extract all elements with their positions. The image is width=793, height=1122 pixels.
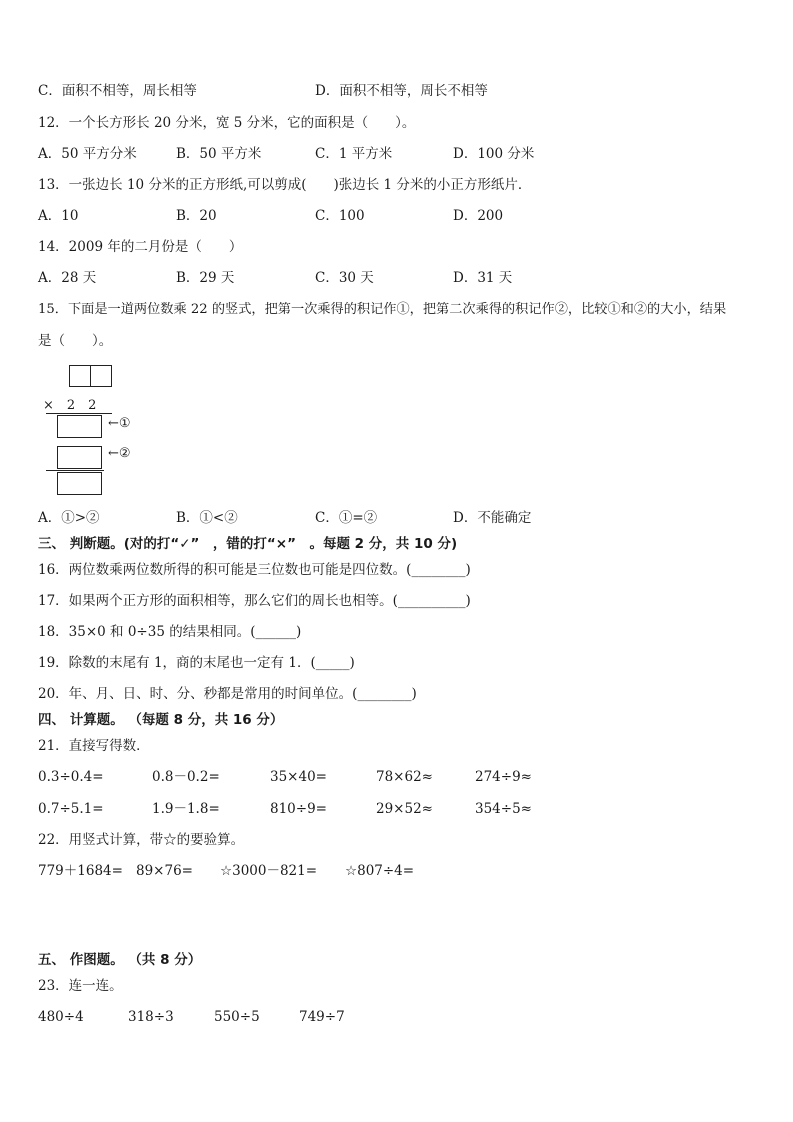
partial-product-2-box [57,446,102,469]
option-d: D．面积不相等，周长不相等 [315,83,488,99]
calc-item: 274÷9≈ [475,769,532,785]
calc-item: ☆3000－821= [220,863,318,879]
arrow-label-1: ←① [108,416,131,431]
calc-item: 354÷5≈ [475,801,532,817]
match-item: 318÷3 [128,1009,174,1025]
option-b: B．①<② [176,510,238,526]
question-12: 12．一个长方形长 20 分米，宽 5 分米，它的面积是（ ）。 [38,115,416,131]
question-17: 17．如果两个正方形的面积相等，那么它们的周长也相等。(__________) [38,593,471,609]
option-d: D．31 天 [453,270,513,286]
calc-item: 35×40= [270,769,327,785]
question-18: 18．35×0 和 0÷35 的结果相同。(______) [38,624,302,640]
calc-item: 779＋1684= [38,863,123,879]
digit-box [90,365,112,387]
option-a: A．①>② [38,510,100,526]
option-c: C．面积不相等，周长相等 [38,83,197,99]
match-item: 749÷7 [299,1009,345,1025]
question-15: 15．下面是一道两位数乘 22 的竖式，把第一次乘得的积记作①，把第二次乘得的积记作②，比较①和②的大小，结果 [38,302,727,317]
calc-item: 0.3÷0.4= [38,769,104,785]
question-21: 21．直接写得数． [38,738,150,754]
final-product-box [57,472,102,495]
product-line [46,413,112,414]
digit-box [69,365,91,387]
question-23: 23．连一连。 [38,978,123,994]
option-b: B．29 天 [176,270,235,286]
section-3-title: 三、 判断题。(对的打“✓” ，错的打“×” 。每题 2 分，共 10 分) [38,536,458,552]
section-5-title: 五、 作图题。 （共 8 分） [38,952,202,968]
question-13: 13．一张边长 10 分米的正方形纸,可以剪成( )张边长 1 分米的小正方形纸片． [38,177,532,193]
calc-item: 0.8－0.2= [152,769,220,785]
option-c: C．1 平方米 [315,146,393,162]
option-a: A．28 天 [38,270,97,286]
option-d: D．100 分米 [453,146,535,162]
match-item: 550÷5 [214,1009,260,1025]
question-16: 16．两位数乘两位数所得的积可能是三位数也可能是四位数。(________) [38,562,471,578]
option-b: B．20 [176,208,217,224]
partial-product-1-box [57,415,102,438]
calc-item: 78×62≈ [376,769,433,785]
option-c: C．100 [315,208,365,224]
option-d: D．不能确定 [453,510,532,526]
option-d: D．200 [453,208,504,224]
sum-line [46,470,104,471]
option-c: C．30 天 [315,270,374,286]
match-item: 480÷4 [38,1009,84,1025]
option-a: A．10 [38,208,79,224]
option-a: A．50 平方分米 [38,146,137,162]
calc-item: 29×52≈ [376,801,433,817]
calc-item: ☆807÷4= [345,863,415,879]
option-b: B．50 平方米 [176,146,262,162]
calc-item: 810÷9= [270,801,327,817]
question-20: 20．年、月、日、时、分、秒都是常用的时间单位。(________) [38,686,417,702]
section-4-title: 四、 计算题。 （每题 8 分，共 16 分） [38,712,284,728]
question-15-cont: 是（ ）。 [38,333,113,349]
multiplier-row: × 2 2 [43,398,97,413]
question-22: 22．用竖式计算，带☆的要验算。 [38,832,245,848]
calc-item: 89×76= [136,863,193,879]
calc-item: 1.9－1.8= [152,801,220,817]
calc-item: 0.7÷5.1= [38,801,104,817]
question-19: 19．除数的末尾有 1，商的末尾也一定有 1．(_____) [38,655,355,671]
option-c: C．①=② [315,510,378,526]
question-14: 14．2009 年的二月份是（ ） [38,239,243,255]
arrow-label-2: ←② [108,446,131,461]
